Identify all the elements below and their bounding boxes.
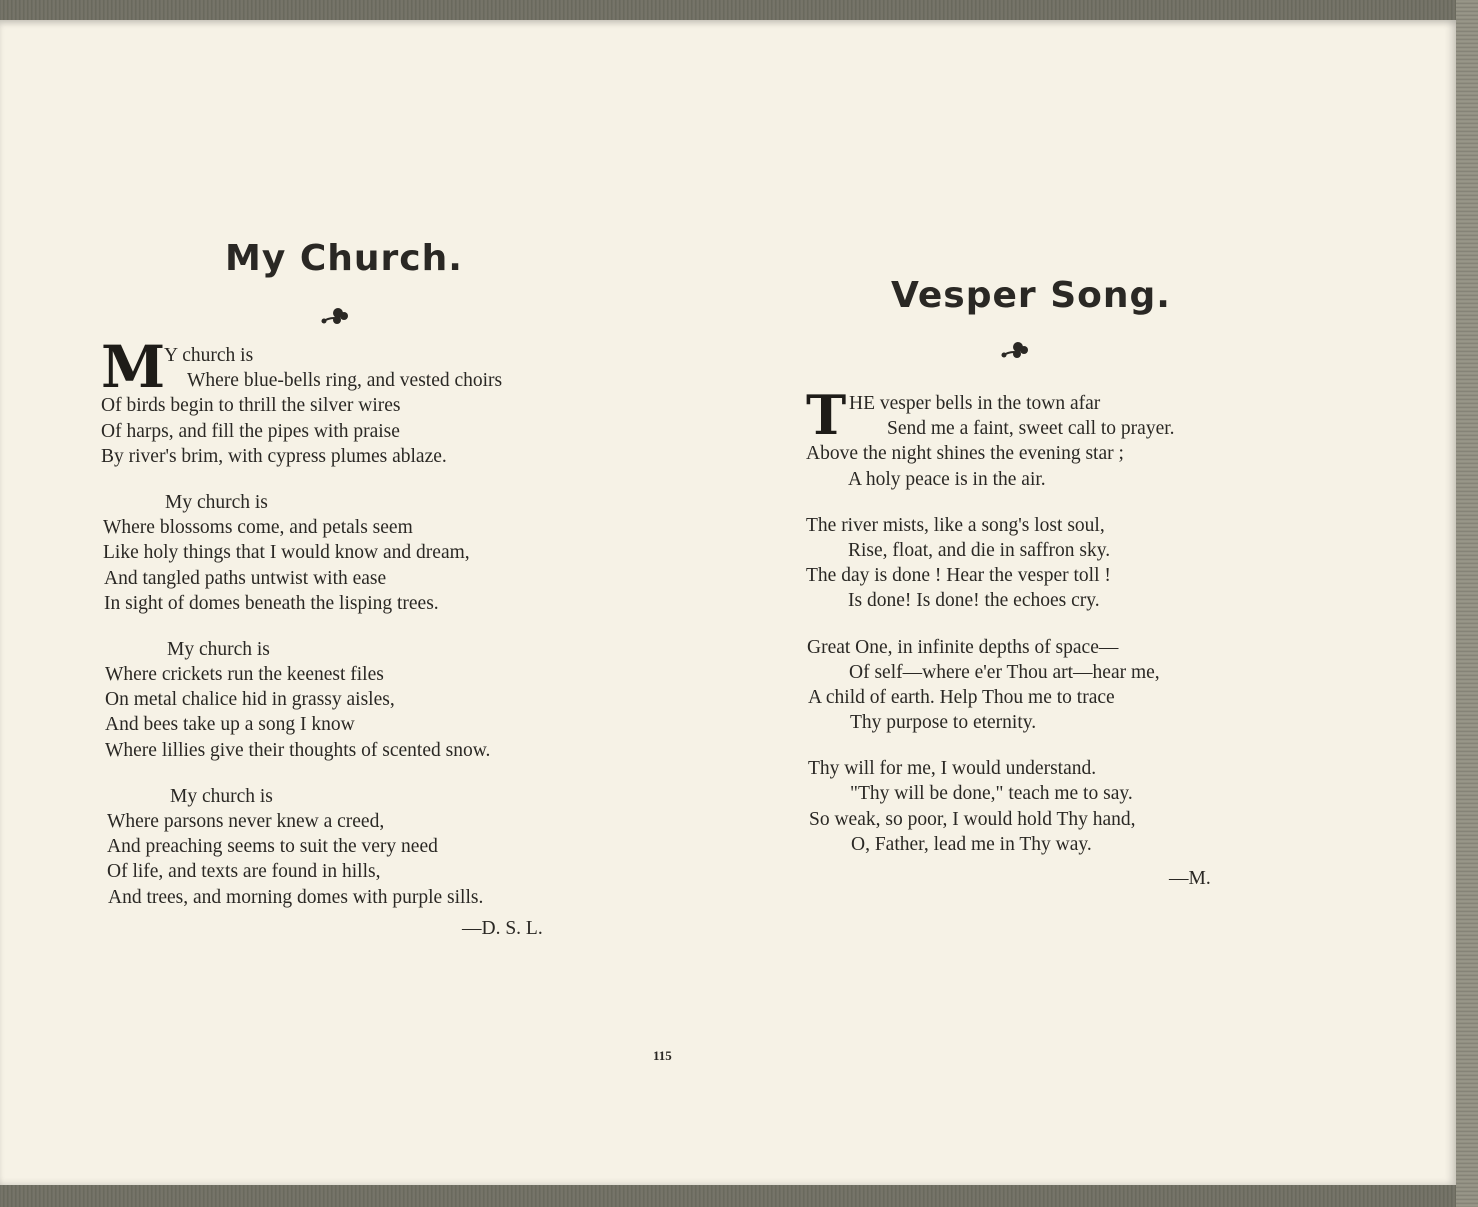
left-poem-title: My Church. <box>225 238 463 279</box>
right-line: The river mists, like a song's lost soul, <box>806 514 1105 536</box>
right-line: Rise, float, and die in saffron sky. <box>848 539 1111 561</box>
left-line: By river's brim, with cypress plumes ablaze. <box>101 445 447 467</box>
left-line: Like holy things that I would know and dream, <box>103 542 470 564</box>
page-spread <box>0 20 1458 1185</box>
left-poem-body <box>101 343 502 910</box>
left-line: My church is <box>167 638 270 660</box>
right-line: O, Father, lead me in Thy way. <box>851 833 1092 855</box>
left-line: And tangled paths untwist with ease <box>104 567 387 589</box>
left-line: Where parsons never knew a creed, <box>107 811 385 832</box>
left-line: Where crickets run the keenest files <box>105 664 384 686</box>
left-attribution: —D. S. L. <box>462 918 543 939</box>
right-line: Send me a faint, sweet call to prayer. <box>887 418 1175 440</box>
right-line: The day is done ! Hear the vesper toll ! <box>806 565 1111 587</box>
right-line: A child of earth. Help Thou me to trace <box>808 686 1115 708</box>
right-line: HE vesper bells in the town afar <box>849 393 1101 414</box>
left-line: Where blue-bells ring, and vested choirs <box>187 370 503 392</box>
left-line: And bees take up a song I know <box>105 714 355 736</box>
left-line: Where lillies give their thoughts of scented snow. <box>105 739 491 761</box>
left-line: On metal chalice hid in grassy aisles, <box>105 689 395 711</box>
book-cover-edge <box>1456 0 1478 1207</box>
right-line: So weak, so poor, I would hold Thy hand, <box>809 808 1136 830</box>
right-line: Of self—where e'er Thou art—hear me, <box>849 661 1160 683</box>
left-line: Of birds begin to thrill the silver wires <box>101 395 401 417</box>
left-line: Of harps, and fill the pipes with praise <box>101 420 400 442</box>
left-line: Of life, and texts are found in hills, <box>107 861 381 883</box>
leaf-ornament-icon <box>320 304 350 328</box>
left-line: Where blossoms come, and petals seem <box>103 517 413 539</box>
right-poem-title: Vesper Song. <box>891 275 1171 316</box>
right-line: Above the night shines the evening star ; <box>806 443 1124 465</box>
right-line: Great One, in infinite depths of space— <box>807 636 1119 658</box>
left-drop-cap: M <box>101 333 166 401</box>
right-line: "Thy will be done," teach me to say. <box>850 783 1133 805</box>
left-line: My church is <box>170 785 273 807</box>
right-line: Thy will for me, I would understand. <box>808 758 1097 780</box>
right-line: A holy peace is in the air. <box>848 468 1046 490</box>
right-attribution: —M. <box>1169 868 1211 889</box>
page-number: 115 <box>653 1048 672 1063</box>
left-line: And preaching seems to suit the very need <box>107 836 438 858</box>
right-drop-cap: T <box>806 383 847 447</box>
left-line: Y church is <box>164 345 254 366</box>
leaf-ornament-icon <box>1000 338 1030 362</box>
right-poem-body <box>806 391 1175 857</box>
right-line: Is done! Is done! the echoes cry. <box>848 590 1100 612</box>
right-line: Thy purpose to eternity. <box>850 712 1037 734</box>
left-line: My church is <box>165 491 268 513</box>
left-line: In sight of domes beneath the lisping trees. <box>104 592 439 614</box>
left-line: And trees, and morning domes with purple sills. <box>108 886 484 908</box>
